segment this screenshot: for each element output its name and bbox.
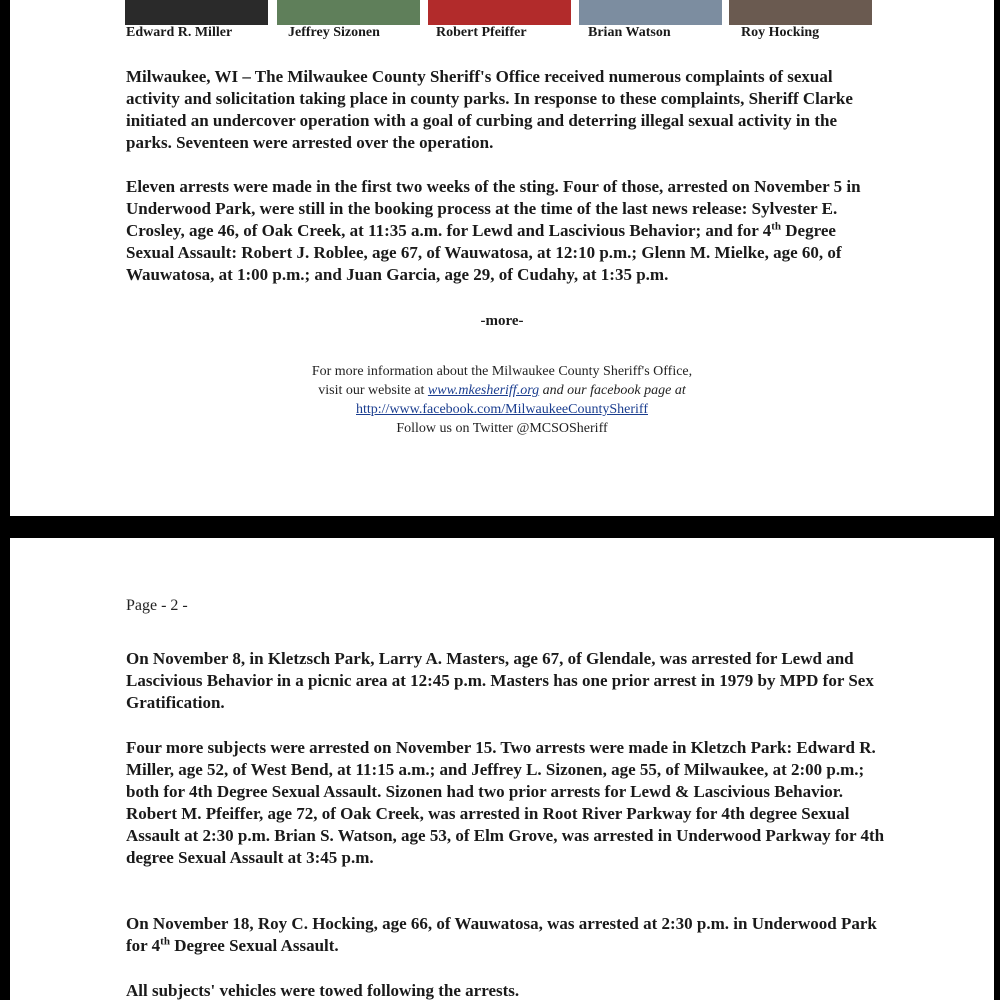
footer-line: For more information about the Milwaukee County Sheriff's Office,	[311, 364, 693, 379]
november-15-paragraph: Four more subjects were arrested on November 15. Two arrests were made in Kletzch Park: Edward R. Miller, age 52, of West Bend, at 11:15 a.m.; and Jeffrey L. Sizonen, age 55, of Milwaukee, at 2:00 p.m.; both for 4th Degree Sexual Assault. Sizonen had two prior arrests for Lewd & Lascivious Behavior. Robert M. Pfeiffer, age 72, of Oak Creek, was arrested in Root River Parkway for 4th degree Sexual Assault at 2:30 p.m. Brian S. Watson, age 53, of Elm Grove, was arrested in Underwood Parkway for 4th degree Sexual Assault at 3:45 p.m.	[126, 738, 885, 867]
footer-text: and our facebook page at	[539, 383, 686, 398]
mugshot-photo	[579, 0, 722, 25]
hocking-paragraph	[126, 913, 886, 957]
contact-footer	[10, 362, 994, 438]
vehicles-paragraph: All subjects' vehicles were towed following the arrests.	[126, 981, 520, 1000]
arrests-text: Eleven arrests were made in the first two weeks of the sting. Four of those, arrested on November 5 in Underwood Park, were still in the booking process at the time of the last news release: Sylvester E. Crosley, age 46, of Oak Creek, at 11:35 a.m. for Lewd and Lascivious Behavior; and for 4	[126, 177, 861, 240]
page-two	[10, 538, 994, 1000]
footer-text: visit our website at	[318, 383, 428, 398]
mugshot-photo	[428, 0, 571, 25]
arrests-text-cont: Degree Sexual Assault: Robert J. Roblee, age 67, of Wauwatosa, at 12:10 p.m.; Glenn M. Mielke, age 60, of Wauwatosa, at 1:00 p.m.; and Juan Garcia, age 29, of Cudahy, at 1:35 p.m.	[126, 221, 842, 284]
mugshot-caption: Jeffrey Sizonen	[288, 25, 380, 40]
mugshot-strip	[125, 0, 885, 40]
mugshot-caption: Brian Watson	[588, 25, 671, 40]
twitter-line: Follow us on Twitter @MCSOSheriff	[396, 421, 608, 436]
hocking-text-cont: Degree Sexual Assault.	[169, 936, 339, 955]
more-marker: -more-	[480, 313, 524, 329]
page-one	[10, 0, 994, 516]
footer-line	[10, 381, 994, 400]
mugshot-photo	[277, 0, 420, 25]
mugshot-photo	[125, 0, 268, 25]
mugshot-photo	[729, 0, 872, 25]
mugshot-caption: Roy Hocking	[741, 25, 820, 40]
intro-paragraph: Milwaukee, WI – The Milwaukee County Sheriff's Office received numerous complaints of sexual activity and solicitation taking place in county parks. In response to these complaints, Sheriff Clarke initiated an undercover operation with a goal of curbing and deterring illegal sexual activity in the parks. Seventeen were arrested over the operation.	[126, 67, 853, 152]
ordinal-suffix: th	[160, 935, 170, 948]
website-link[interactable]: www.mkesheriff.org	[427, 383, 540, 398]
mugshot-caption: Edward R. Miller	[126, 25, 233, 40]
facebook-link[interactable]: http://www.facebook.com/MilwaukeeCountySheriff	[356, 402, 648, 417]
hocking-text: On November 18, Roy C. Hocking, age 66, of Wauwatosa, was arrested at 2:30 p.m. in Underwood Park for 4	[126, 914, 877, 955]
ordinal-suffix: th	[771, 220, 782, 233]
arrests-paragraph	[126, 176, 886, 286]
mugshot-caption: Robert Pfeiffer	[436, 25, 527, 40]
masters-paragraph: On November 8, in Kletzsch Park, Larry A. Masters, age 67, of Glendale, was arrested for Lewd and Lascivious Behavior in a picnic area at 12:45 p.m. Masters has one prior arrest in 1979 by MPD for Sex Gratification.	[126, 649, 874, 712]
page-number: Page - 2 -	[126, 597, 188, 614]
